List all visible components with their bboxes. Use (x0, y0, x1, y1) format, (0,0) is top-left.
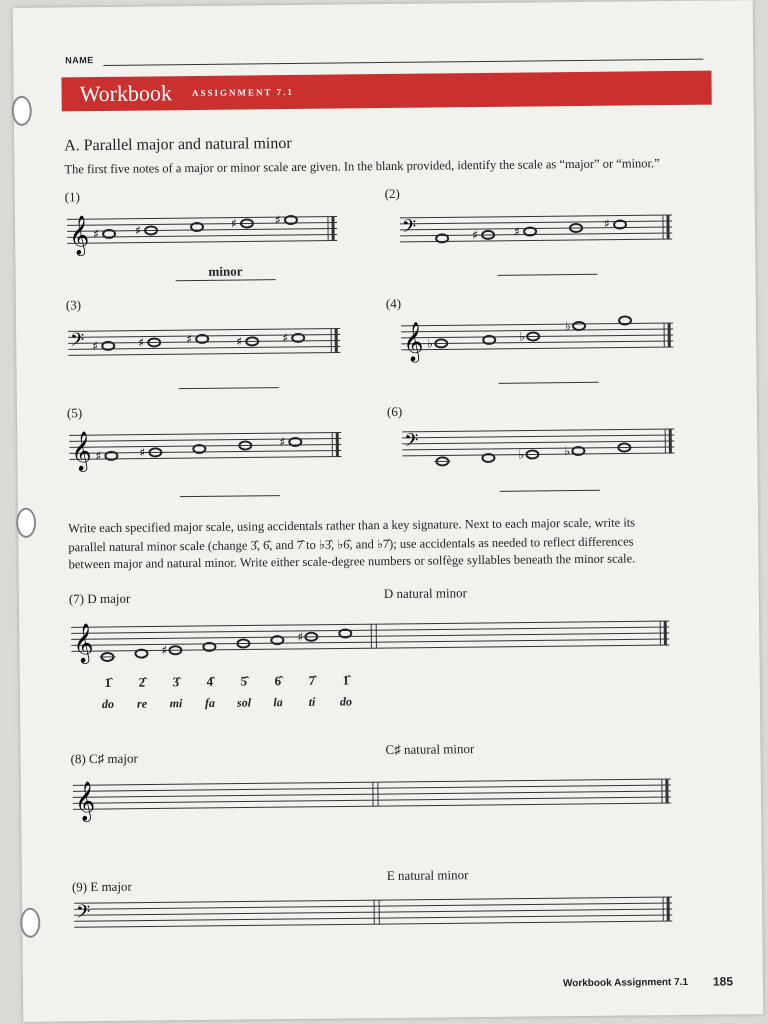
name-field[interactable] (103, 59, 703, 66)
item-9-label: (9) E major (71, 878, 132, 895)
item-6-answer-blank[interactable] (500, 490, 600, 492)
item-5-label: (5) (66, 405, 83, 421)
svg-text:♯: ♯ (274, 213, 281, 228)
svg-text:♯: ♯ (186, 332, 193, 347)
staff-item-9[interactable] (74, 891, 672, 937)
scale-degree-row (98, 672, 356, 691)
staff-item-5 (69, 428, 341, 471)
svg-text:♭: ♭ (519, 329, 525, 344)
punch-hole (12, 96, 32, 126)
section-b-instructions-1: Write each specified major scale, using accidentals rather than a key signature. Next to each major scale, write its (68, 515, 636, 536)
assignment-banner (61, 71, 711, 112)
section-a-title: A. Parallel major and natural minor (64, 134, 292, 155)
svg-text:♯: ♯ (297, 629, 304, 644)
bass-clef-icon: 𝄢 (70, 330, 85, 356)
scale-degree: 2̂ (138, 674, 146, 690)
solfege-row (94, 694, 360, 712)
footer-title: Workbook Assignment 7.1 (562, 976, 689, 990)
staff-item-4 (401, 313, 673, 360)
solfege-syllable: do (339, 694, 353, 709)
svg-text:♯: ♯ (236, 334, 243, 349)
item-8-label: (8) C♯ major (70, 750, 138, 767)
scale-degree: 3̂ (172, 674, 180, 690)
treble-clef-icon: 𝄞 (68, 215, 90, 256)
scale-degree: 7̂ (308, 672, 316, 688)
item-8-minor-label: C♯ natural minor (385, 741, 475, 758)
svg-text:♯: ♯ (161, 643, 168, 658)
treble-clef-icon: 𝄞 (403, 321, 424, 362)
scale-degree: 5̂ (240, 673, 248, 689)
item-7-label: (7) D major (68, 590, 131, 607)
item-1-label: (1) (64, 189, 80, 205)
solfege-syllable: do (101, 696, 115, 712)
item-3-label: (3) (65, 297, 82, 313)
treble-clef-icon: 𝄞 (71, 431, 92, 472)
item-6-label: (6) (386, 403, 403, 420)
staff-item-1 (67, 213, 337, 256)
svg-text:♯: ♯ (603, 216, 610, 231)
item-4-label: (4) (385, 295, 402, 312)
bass-clef-icon: 𝄢 (76, 902, 91, 928)
svg-text:♯: ♯ (93, 227, 99, 242)
worksheet-page (13, 0, 764, 1022)
solfege-syllable: re (136, 696, 148, 711)
item-9-minor-label: E natural minor (386, 867, 469, 884)
punch-hole (20, 908, 40, 938)
item-2-answer-blank[interactable] (498, 274, 598, 276)
svg-text:♯: ♯ (282, 331, 289, 346)
svg-text:♯: ♯ (230, 216, 237, 231)
svg-text:♯: ♯ (514, 224, 520, 239)
item-1-answer[interactable]: minor (175, 263, 275, 281)
item-7-minor-label: D natural minor (383, 585, 467, 602)
svg-text:♭: ♭ (564, 444, 571, 459)
staff-item-6 (402, 425, 674, 472)
svg-text:♯: ♯ (138, 335, 145, 350)
treble-clef-icon: 𝄞 (73, 623, 94, 664)
section-b-instructions-3: between major and natural minor. Write either scale-degree numbers or solfège syllables beneath the minor scale. (68, 551, 636, 572)
bass-clef-icon: 𝄢 (401, 216, 417, 242)
staff-item-7 (71, 611, 670, 673)
treble-clef-icon: 𝄞 (74, 781, 96, 822)
item-4-answer-blank[interactable] (499, 382, 599, 384)
bass-clef-icon: 𝄢 (404, 430, 419, 456)
scale-degree: 6̂ (274, 673, 282, 689)
solfege-syllable: sol (236, 695, 252, 710)
section-a-instructions: The first five notes of a major or minor scale are given. In the blank provided, identify the scale as “major” or “minor.” (64, 156, 660, 177)
scale-degree: 1̂ (104, 674, 112, 690)
punch-hole (16, 508, 36, 538)
svg-text:♭: ♭ (565, 319, 571, 334)
solfege-syllable: ti (308, 694, 316, 709)
item-3-answer-blank[interactable] (179, 387, 279, 389)
svg-text:♭: ♭ (427, 336, 433, 351)
staff-item-3 (68, 322, 340, 365)
solfege-syllable: la (273, 695, 283, 710)
banner-workbook: Workbook (79, 80, 173, 107)
solfege-syllable: fa (204, 695, 216, 710)
item-2-label: (2) (384, 185, 400, 202)
banner-assignment: ASSIGNMENT 7.1 (191, 86, 294, 99)
staff-item-2 (400, 209, 672, 252)
svg-text:♯: ♯ (279, 435, 286, 450)
svg-text:♯: ♯ (139, 445, 146, 460)
svg-text:♯: ♯ (134, 223, 141, 238)
svg-text:♯: ♯ (472, 228, 479, 243)
section-b-instructions-2: parallel natural minor scale (change 3̂, 6̂, and 7̂ to ♭3̂, ♭6̂, and ♭7̂); use accidentals as needed to reflect differences (68, 534, 634, 555)
svg-text:♯: ♯ (92, 339, 99, 354)
page-number: 185 (712, 974, 734, 989)
scale-degree: 4̂ (206, 673, 214, 689)
staff-item-8[interactable] (73, 771, 671, 822)
item-5-answer-blank[interactable] (180, 495, 280, 497)
solfege-syllable: mi (169, 696, 183, 711)
name-label: NAME (65, 55, 94, 66)
svg-text:♭: ♭ (518, 447, 525, 462)
svg-text:♯: ♯ (95, 449, 102, 464)
scale-degree: 1̂ (342, 672, 350, 688)
